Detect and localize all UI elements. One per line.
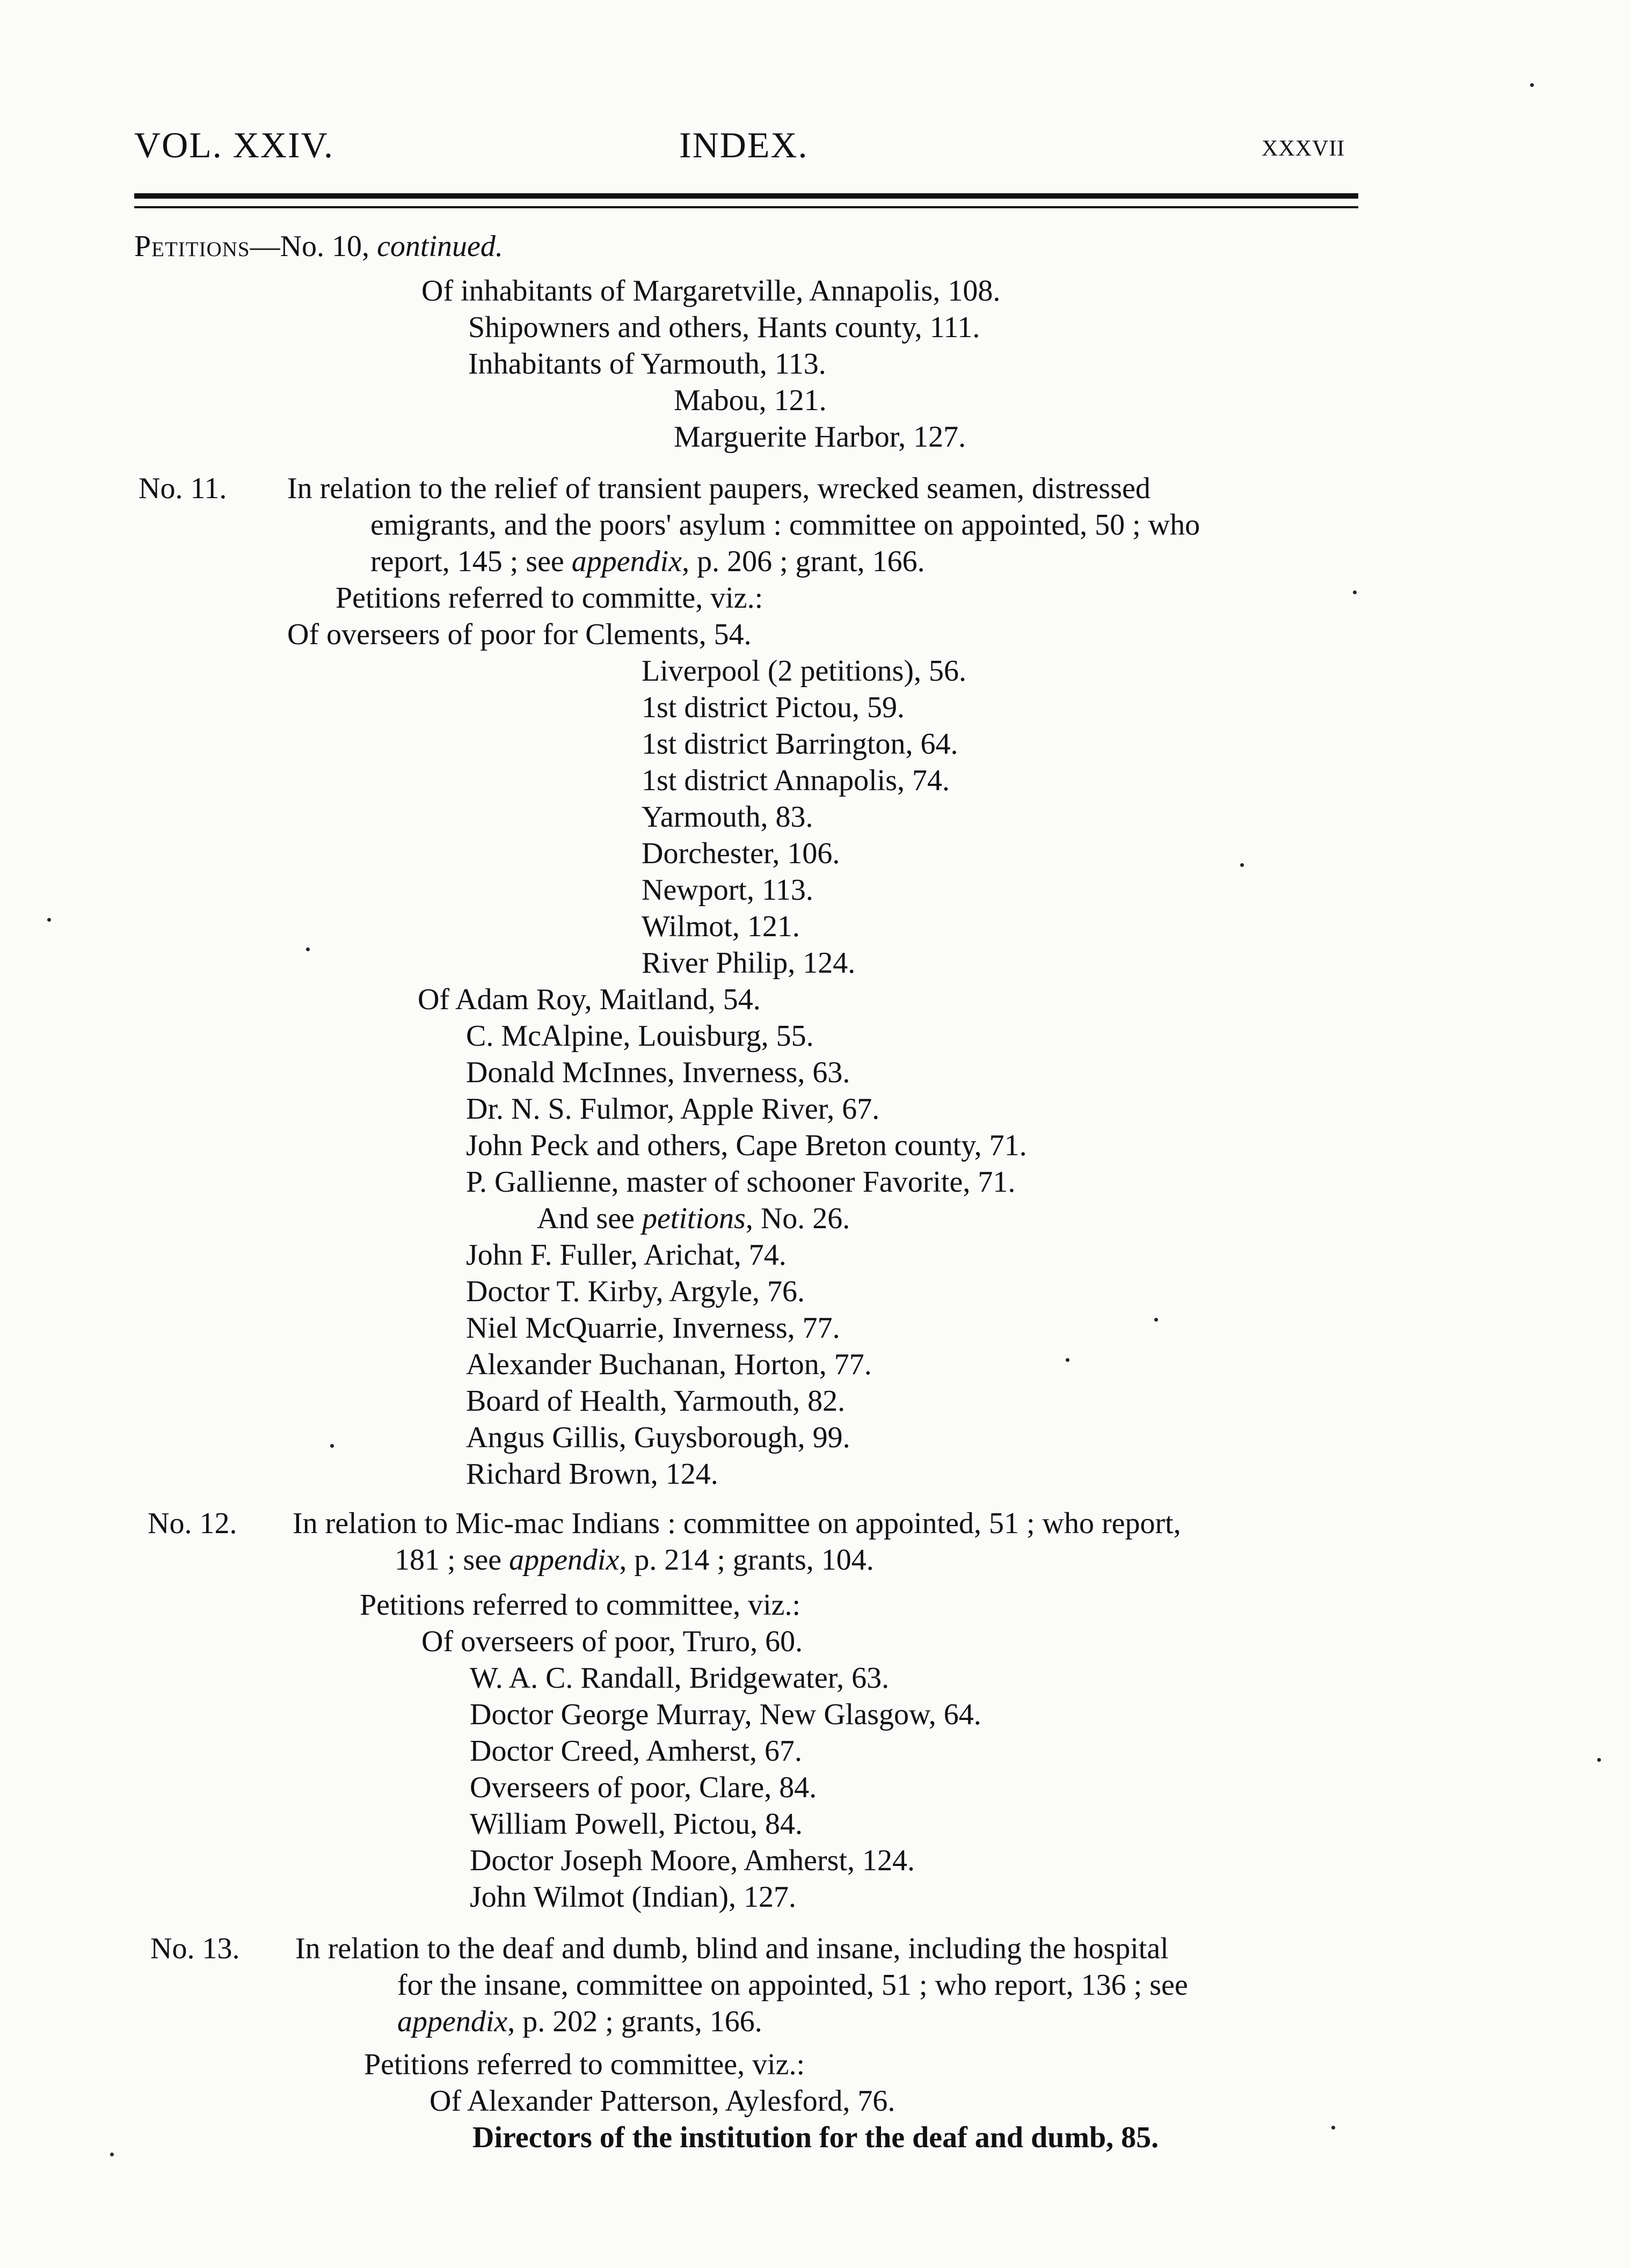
- text-run: , p. 206 ; grant, 166.: [682, 545, 925, 578]
- index-entry: Of Adam Roy, Maitland, 54.: [418, 983, 761, 1016]
- index-entry: John Peck and others, Cape Breton county, 71.: [466, 1129, 1027, 1162]
- index-entry: P. Gallienne, master of schooner Favorite, 71.: [466, 1165, 1016, 1199]
- section-continued: continued.: [377, 230, 503, 263]
- entry-text: [397, 2003, 762, 2040]
- italic-run: appendix: [397, 2005, 508, 2038]
- entry-number: No. 12.: [148, 1507, 237, 1540]
- running-header-volume: VOL. XXIV.: [134, 125, 334, 165]
- print-speck: [306, 947, 310, 951]
- index-entry: River Philip, 124.: [642, 946, 856, 980]
- text-run: , p. 214 ; grants, 104.: [619, 1543, 874, 1577]
- entry-text: emigrants, and the poors' asylum : committee on appointed, 50 ; who: [370, 508, 1200, 542]
- index-entry: Wilmot, 121.: [642, 910, 800, 943]
- index-entry: Shipowners and others, Hants county, 111.: [468, 311, 980, 344]
- index-entry: Of Alexander Patterson, Aylesford, 76.: [429, 2084, 895, 2118]
- index-entry: Dorchester, 106.: [642, 837, 840, 870]
- index-entry: Board of Health, Yarmouth, 82.: [466, 1384, 846, 1418]
- index-entry: Of overseers of poor, Truro, 60.: [421, 1625, 803, 1658]
- index-entry: W. A. C. Randall, Bridgewater, 63.: [470, 1661, 890, 1695]
- header-rule-thin: [134, 206, 1358, 208]
- index-entry: Mabou, 121.: [674, 384, 827, 417]
- entry-text: [395, 1542, 874, 1578]
- entry-text: In relation to the relief of transient paupers, wrecked seamen, distressed: [287, 472, 1151, 505]
- section-label: Petitions: [134, 230, 250, 263]
- entry-text: In relation to the deaf and dumb, blind and insane, including the hospital: [295, 1932, 1169, 1965]
- italic-run: appendix: [571, 545, 682, 578]
- index-entry: Yarmouth, 83.: [642, 800, 813, 834]
- index-entry: C. McAlpine, Louisburg, 55.: [466, 1019, 814, 1053]
- print-speck: [1066, 1358, 1069, 1362]
- print-speck: [330, 1444, 334, 1448]
- index-entry: Liverpool (2 petitions), 56.: [642, 654, 967, 688]
- print-speck: [1240, 863, 1244, 867]
- index-entry: Inhabitants of Yarmouth, 113.: [468, 347, 826, 381]
- italic-run: petitions: [642, 1202, 746, 1235]
- index-entry: [537, 1200, 850, 1237]
- running-header-title: INDEX.: [679, 125, 809, 165]
- entry-text: In relation to Mic-mac Indians : committee on appointed, 51 ; who report,: [293, 1507, 1181, 1540]
- print-speck: [1154, 1318, 1158, 1322]
- header-rule-thick: [134, 193, 1358, 199]
- index-entry: Doctor T. Kirby, Argyle, 76.: [466, 1275, 805, 1308]
- index-entry: John Wilmot (Indian), 127.: [470, 1880, 796, 1914]
- index-entry: Niel McQuarrie, Inverness, 77.: [466, 1311, 840, 1345]
- entry-number: No. 13.: [150, 1932, 240, 1965]
- italic-run: appendix: [509, 1543, 620, 1577]
- index-entry: Petitions referred to committee, viz.:: [364, 2048, 805, 2081]
- index-entry: Doctor Joseph Moore, Amherst, 124.: [470, 1844, 915, 1877]
- index-entry: Newport, 113.: [642, 873, 813, 907]
- print-speck: [1331, 2126, 1335, 2130]
- index-entry: William Powell, Pictou, 84.: [470, 1807, 803, 1841]
- entry-text: [370, 543, 925, 580]
- index-entry: Marguerite Harbor, 127.: [674, 420, 966, 454]
- print-speck: [1530, 83, 1534, 87]
- index-entry: Doctor George Murray, New Glasgow, 64.: [470, 1698, 981, 1731]
- entry-text: for the insane, committee on appointed, 51 ; who report, 136 ; see: [397, 1968, 1188, 2002]
- text-run: , p. 202 ; grants, 166.: [507, 2005, 762, 2038]
- index-entry: John F. Fuller, Arichat, 74.: [466, 1238, 787, 1272]
- print-speck: [1597, 1758, 1601, 1762]
- index-entry: Directors of the institution for the deaf and dumb, 85.: [472, 2121, 1159, 2154]
- page-number: xxxvii: [1262, 127, 1345, 163]
- print-speck: [47, 918, 51, 922]
- section-number: —No. 10,: [250, 230, 377, 263]
- index-entry: Of overseers of poor for Clements, 54.: [287, 618, 752, 651]
- index-entry: Overseers of poor, Clare, 84.: [470, 1771, 817, 1804]
- index-entry: Alexander Buchanan, Horton, 77.: [466, 1348, 872, 1381]
- index-entry: Petitions referred to committee, viz.:: [360, 1588, 801, 1622]
- text-run: And see: [537, 1202, 642, 1235]
- text-run: , No. 26.: [745, 1202, 850, 1235]
- index-entry: Donald McInnes, Inverness, 63.: [466, 1056, 850, 1089]
- section-heading: [134, 228, 503, 265]
- text-run: report, 145 ; see: [370, 545, 572, 578]
- print-speck: [110, 2153, 114, 2156]
- index-entry: Of inhabitants of Margaretville, Annapolis, 108.: [421, 274, 1001, 308]
- entry-number: No. 11.: [139, 472, 227, 505]
- print-speck: [1353, 590, 1357, 594]
- index-entry: Angus Gillis, Guysborough, 99.: [466, 1421, 850, 1454]
- index-entry: Richard Brown, 124.: [466, 1457, 718, 1491]
- index-entry: 1st district Annapolis, 74.: [642, 764, 950, 797]
- index-entry: 1st district Barrington, 64.: [642, 727, 958, 761]
- index-entry: Doctor Creed, Amherst, 67.: [470, 1734, 802, 1768]
- index-entry: Dr. N. S. Fulmor, Apple River, 67.: [466, 1092, 880, 1126]
- index-entry: 1st district Pictou, 59.: [642, 691, 905, 724]
- index-entry: Petitions referred to committe, viz.:: [336, 581, 763, 615]
- text-run: 181 ; see: [395, 1543, 509, 1577]
